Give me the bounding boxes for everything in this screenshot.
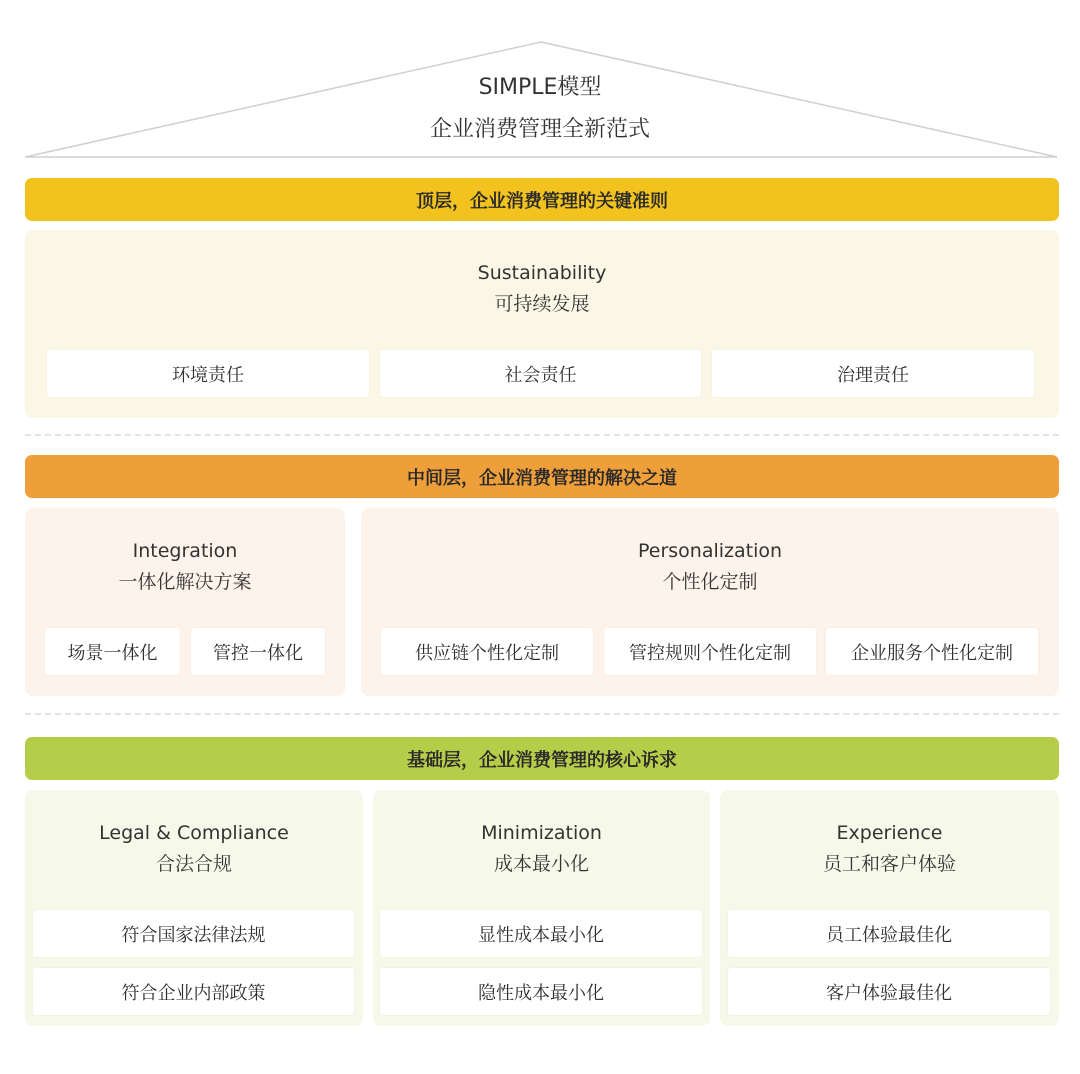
- item-card: 员工体验最佳化: [728, 910, 1050, 957]
- pillar-title-en: Personalization: [637, 540, 783, 562]
- item-card: 符合企业内部政策: [33, 968, 354, 1015]
- model-subtitle: 企业消费管理全新范式: [429, 117, 650, 142]
- pillar-title-zh: 个性化定制: [662, 571, 758, 593]
- sustainability-panel: [25, 230, 1059, 418]
- item-card: 企业服务个性化定制: [826, 628, 1038, 675]
- top-layer-header: 顶层，企业消费管理的关键准则: [25, 178, 1059, 221]
- pillar-title-zh: 成本最小化: [493, 853, 589, 875]
- item-card: 隐性成本最小化: [380, 968, 702, 1015]
- pillar-title-en: Sustainability: [477, 262, 607, 284]
- item-card: 管控规则个性化定制: [604, 628, 816, 675]
- item-card: 环境责任: [47, 350, 369, 397]
- item-card: 治理责任: [712, 350, 1034, 397]
- minimization-panel: [373, 790, 710, 1026]
- pillar-title-zh: 一体化解决方案: [118, 571, 252, 593]
- pillar-title-en: Experience: [836, 822, 943, 844]
- pillar-title-zh: 合法合规: [155, 853, 232, 875]
- pillar-title-en: Integration: [132, 540, 238, 562]
- personalization-panel: [361, 508, 1059, 696]
- item-card: 显性成本最小化: [380, 910, 702, 957]
- legal-compliance-panel: [25, 790, 363, 1026]
- item-card: 符合国家法律法规: [33, 910, 354, 957]
- layer-divider: [25, 434, 1059, 436]
- model-title: SIMPLE模型: [478, 75, 602, 100]
- roof: [0, 0, 1080, 170]
- item-card: 社会责任: [380, 350, 701, 397]
- pillar-title-en: Legal & Compliance: [99, 822, 289, 844]
- middle-layer-header: 中间层，企业消费管理的解决之道: [25, 455, 1059, 498]
- base-layer-header: 基础层，企业消费管理的核心诉求: [25, 737, 1059, 780]
- item-card: 供应链个性化定制: [381, 628, 593, 675]
- pillar-title-en: Minimization: [481, 822, 602, 844]
- item-card: 场景一体化: [45, 628, 180, 675]
- pillar-title-zh: 员工和客户体验: [822, 853, 956, 875]
- item-card: 客户体验最佳化: [728, 968, 1050, 1015]
- item-card: 管控一体化: [191, 628, 325, 675]
- integration-panel: [25, 508, 345, 696]
- layer-divider: [25, 713, 1059, 715]
- pillar-title-zh: 可持续发展: [494, 293, 590, 315]
- experience-panel: [720, 790, 1059, 1026]
